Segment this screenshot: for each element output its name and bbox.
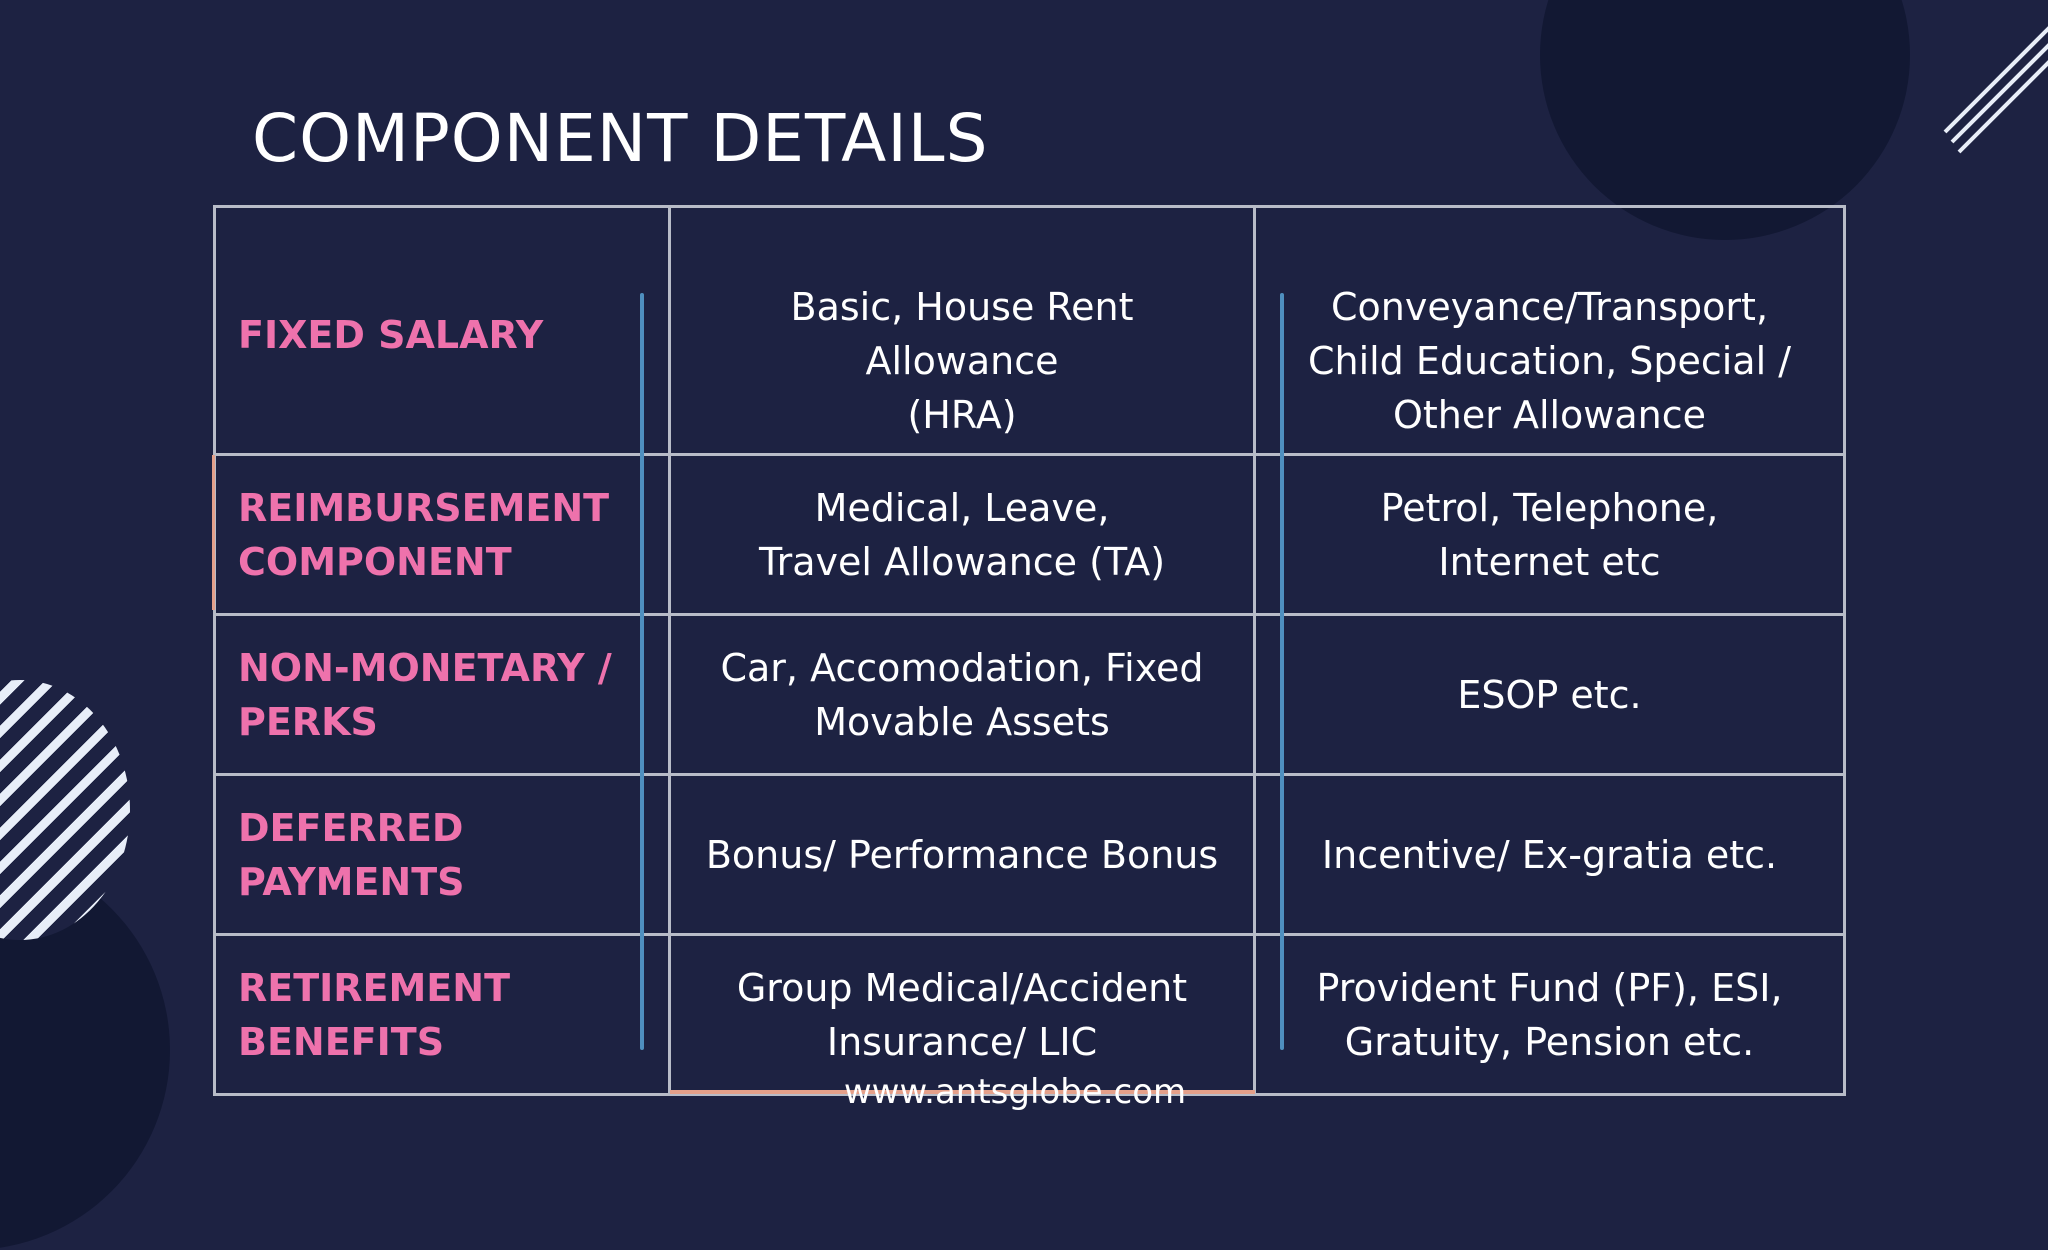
table-row [215, 935, 1845, 1095]
accent-line-left [640, 293, 644, 1050]
category-label: FIXED SALARY [215, 207, 670, 455]
component-examples-cell: Petrol, Telephone, Internet etc [1255, 455, 1845, 615]
table-row [215, 207, 1845, 455]
accent-line-right [1280, 293, 1284, 1050]
decorative-circle-top-right [1540, 0, 1910, 240]
page-title: COMPONENT DETAILS [252, 100, 989, 177]
decorative-striped-circle [0, 680, 130, 940]
component-examples-cell: Provident Fund (PF), ESI, Gratuity, Pension etc. [1255, 935, 1845, 1095]
component-examples-cell: Bonus/ Performance Bonus [670, 775, 1255, 935]
component-examples-cell: Car, Accomodation, Fixed Movable Assets [670, 615, 1255, 775]
component-details-table [213, 205, 1846, 1096]
category-label: RETIREMENT BENEFITS [215, 935, 670, 1095]
table-row [215, 455, 1845, 615]
category-label: NON-MONETARY / PERKS [215, 615, 670, 775]
component-examples-cell: Medical, Leave, Travel Allowance (TA) [670, 455, 1255, 615]
table-row [215, 775, 1845, 935]
accent-edge-left [212, 455, 215, 610]
component-examples-cell: ESOP etc. [1255, 615, 1845, 775]
component-examples-cell: Incentive/ Ex-gratia etc. [1255, 775, 1845, 935]
footer-website-url: www.antsglobe.com [843, 1072, 1187, 1112]
component-examples-cell: Conveyance/Transport, Child Education, Special / Other Allowance [1255, 207, 1845, 455]
component-examples-cell: Group Medical/Accident Insurance/ LIC [670, 935, 1255, 1095]
table-row [215, 615, 1845, 775]
decorative-diagonal-lines [1930, 20, 2048, 160]
component-examples-cell: Basic, House Rent Allowance (HRA) [670, 207, 1255, 455]
category-label: DEFERRED PAYMENTS [215, 775, 670, 935]
category-label: REIMBURSEMENT COMPONENT [215, 455, 670, 615]
